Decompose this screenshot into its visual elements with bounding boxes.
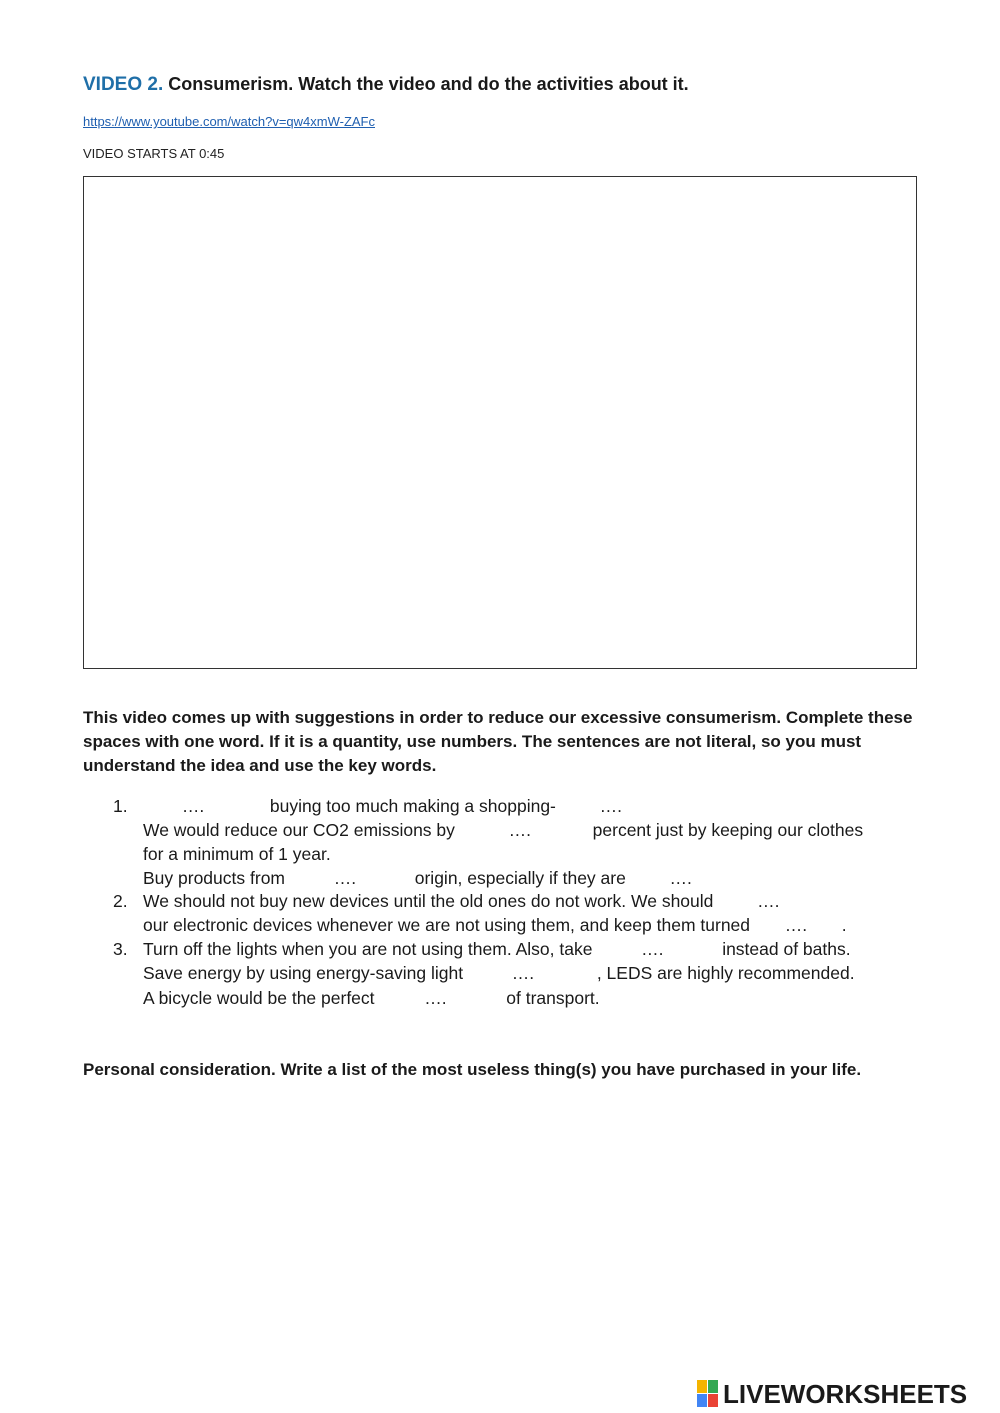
exercise-line: for a minimum of 1 year.	[143, 844, 331, 864]
video-embed-frame[interactable]	[83, 176, 917, 669]
line-text: instead of baths.	[722, 939, 851, 959]
answer-blank[interactable]: ….	[784, 915, 808, 935]
exercise-line	[143, 937, 851, 961]
answer-blank[interactable]: ….	[508, 820, 531, 840]
answer-blank[interactable]: ….	[599, 796, 622, 816]
instructions: This video comes up with suggestions in order to reduce our excessive consumerism. Complete these spaces with one word. If it is a quantity, use numbers. The sentences are not literal, so you must understand the idea and use the key words.	[83, 708, 913, 775]
exercise-line	[143, 961, 855, 985]
line-text: We should not buy new devices until the old ones do not work. We should	[143, 891, 714, 911]
line-text: We would reduce our CO2 emissions by	[143, 820, 455, 840]
answer-blank[interactable]: ….	[641, 939, 664, 959]
exercise-line	[143, 866, 731, 890]
video-tag: VIDEO 2.	[83, 74, 164, 95]
line-text: of transport.	[506, 988, 600, 1008]
item-number: 3.	[113, 939, 128, 959]
exercise-line	[143, 818, 863, 842]
title-text: Consumerism. Watch the video and do the activities about it.	[168, 74, 689, 94]
liveworksheets-logo	[697, 1376, 967, 1412]
answer-blank[interactable]: ….	[333, 868, 357, 888]
line-text: Save energy by using energy-saving light	[143, 963, 464, 983]
video-link[interactable]: https://www.youtube.com/watch?v=qw4xmW-ZAFc	[83, 114, 375, 129]
answer-blank[interactable]: ….	[424, 988, 447, 1008]
line-text: .	[841, 915, 847, 935]
answer-blank[interactable]: ….	[757, 891, 780, 911]
line-text: A bicycle would be the perfect	[143, 988, 375, 1008]
line-text: Buy products from	[143, 868, 285, 888]
answer-blank[interactable]: ….	[181, 796, 205, 816]
line-text: Turn off the lights when you are not using them. Also, take	[143, 939, 593, 959]
personal-consideration: Personal consideration. Write a list of the most useless thing(s) you have purchased in your life.	[83, 1060, 862, 1079]
liveworksheets-logo-icon	[697, 1380, 719, 1408]
exercise-line	[143, 986, 600, 1010]
logo-text: LIVEWORKSHEETS	[723, 1378, 968, 1409]
exercise-line	[143, 913, 847, 937]
item-number: 2.	[113, 891, 128, 911]
answer-blank[interactable]: ….	[511, 963, 535, 983]
answer-blank[interactable]: ….	[669, 868, 692, 888]
line-text: , LEDS are highly recommended.	[596, 963, 855, 983]
line-text: our electronic devices whenever we are not using them, and keep them turned	[143, 915, 751, 935]
line-text: origin, especially if they are	[414, 868, 626, 888]
video-start-note: VIDEO STARTS AT 0:45	[83, 146, 225, 161]
item-number: 1.	[113, 796, 128, 816]
exercise-line	[143, 794, 661, 818]
line-text: percent just by keeping our clothes	[592, 820, 864, 840]
page-title	[83, 74, 689, 96]
exercise-line	[143, 889, 818, 913]
line-text: buying too much making a shopping-	[269, 796, 556, 816]
